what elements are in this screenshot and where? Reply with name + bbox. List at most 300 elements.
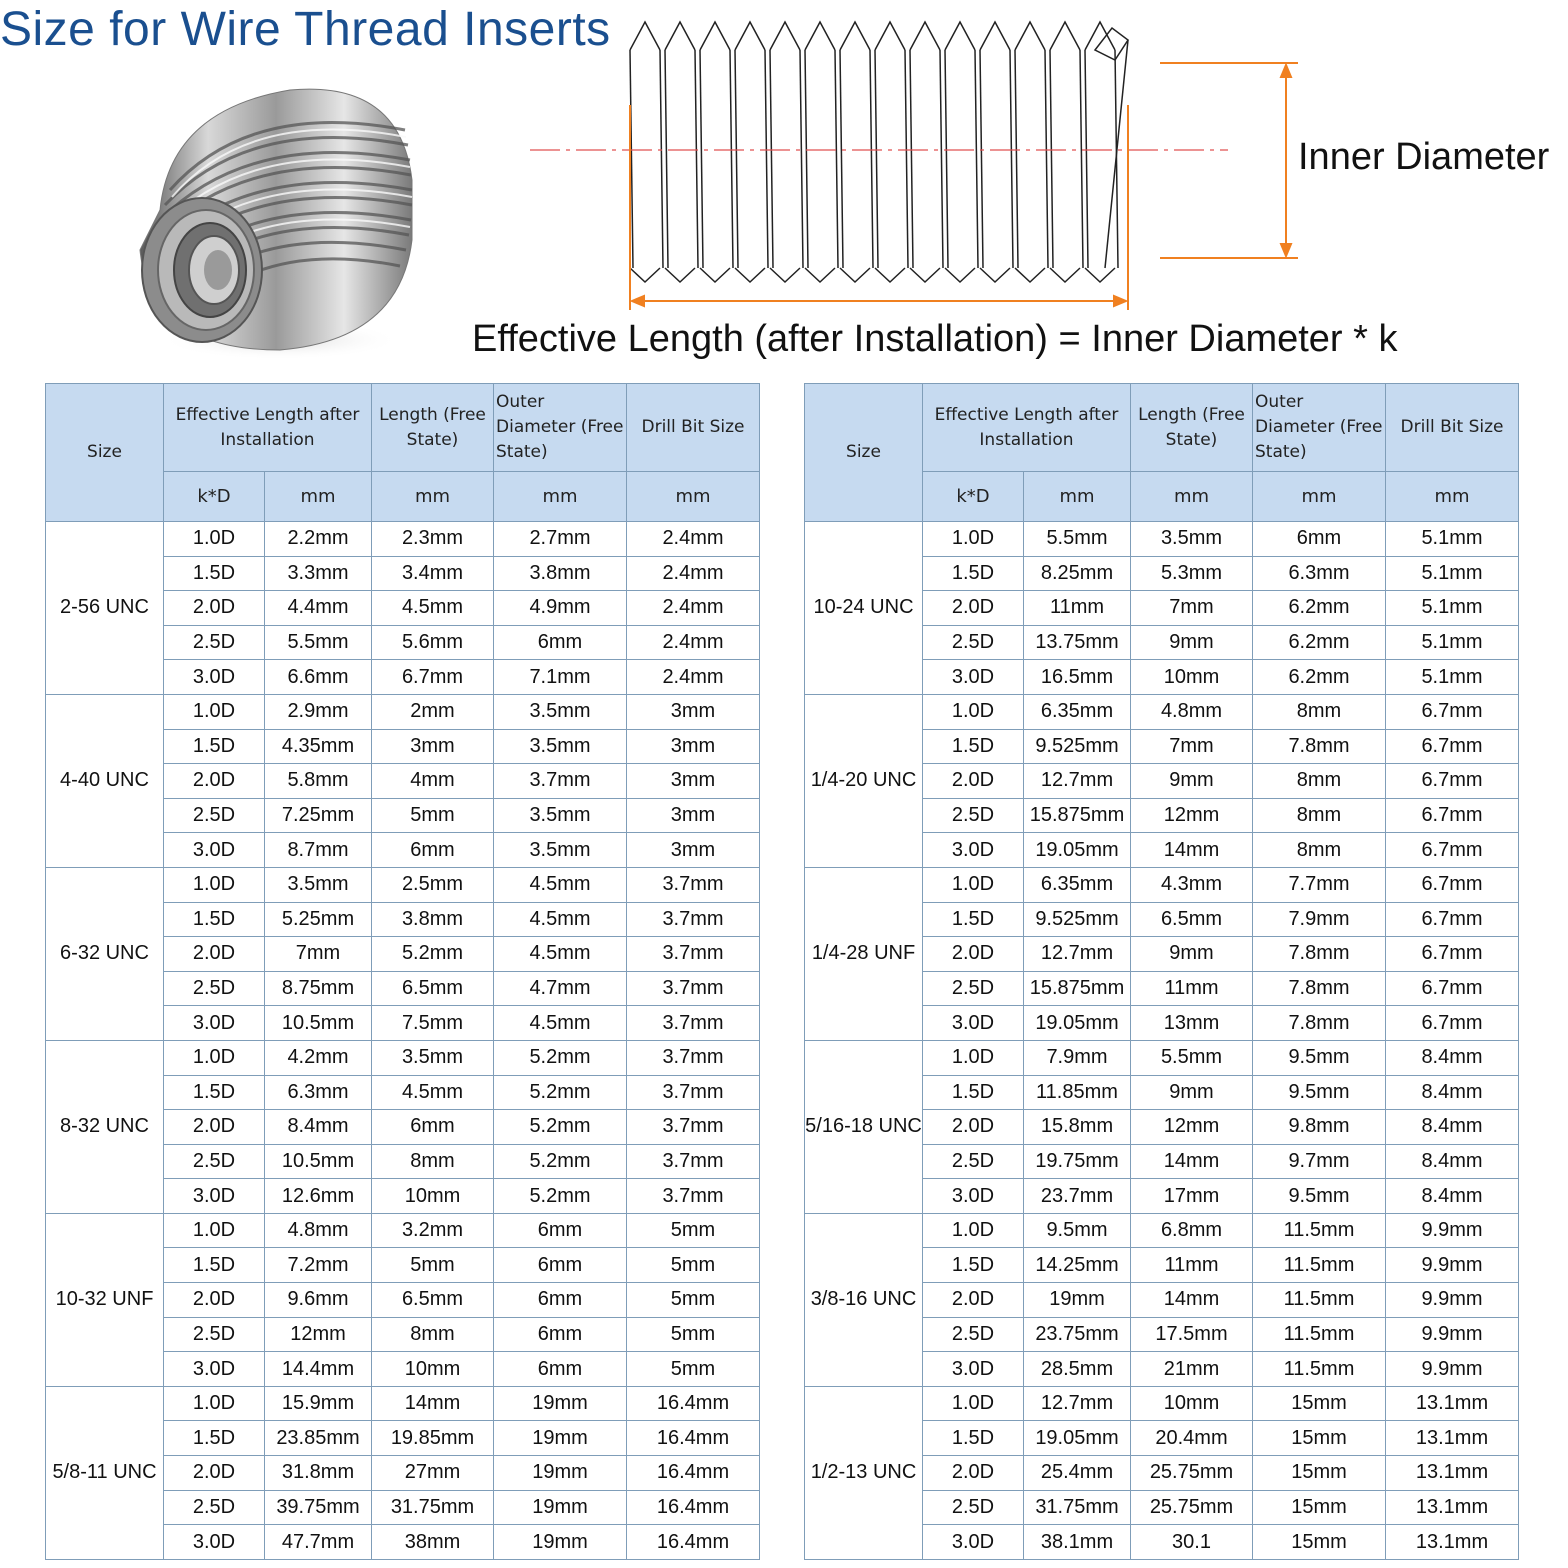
- page-title: Size for Wire Thread Inserts: [0, 3, 611, 56]
- length-cell: 2mm: [372, 694, 494, 729]
- drill-bit-cell: 3mm: [627, 764, 760, 799]
- kd-cell: 2.0D: [164, 1283, 265, 1318]
- header-unit-mm: mm: [1131, 472, 1253, 522]
- effective-length-cell: 9.525mm: [1024, 729, 1131, 764]
- drill-bit-cell: 3.7mm: [627, 1040, 760, 1075]
- outer-diameter-cell: 9.8mm: [1253, 1110, 1386, 1145]
- size-cell: 5/16-18 UNC: [805, 1040, 923, 1213]
- length-cell: 21mm: [1131, 1352, 1253, 1387]
- length-cell: 8mm: [372, 1317, 494, 1352]
- outer-diameter-cell: 9.5mm: [1253, 1179, 1386, 1214]
- table-row: [805, 522, 1519, 557]
- kd-cell: 1.5D: [923, 1421, 1024, 1456]
- kd-cell: 3.0D: [923, 833, 1024, 868]
- effective-length-cell: 15.9mm: [265, 1386, 372, 1421]
- effective-length-cell: 4.8mm: [265, 1213, 372, 1248]
- length-cell: 5mm: [372, 1248, 494, 1283]
- effective-length-cell: 19.05mm: [1024, 1006, 1131, 1041]
- length-cell: 5.5mm: [1131, 1040, 1253, 1075]
- length-cell: 3.2mm: [372, 1213, 494, 1248]
- effective-length-cell: 3.5mm: [265, 867, 372, 902]
- size-cell: 4-40 UNC: [46, 694, 164, 867]
- length-cell: 13mm: [1131, 1006, 1253, 1041]
- drill-bit-cell: 3mm: [627, 729, 760, 764]
- kd-cell: 2.5D: [923, 1317, 1024, 1352]
- size-cell: 3/8-16 UNC: [805, 1213, 923, 1386]
- drill-bit-cell: 2.4mm: [627, 522, 760, 557]
- length-cell: 14mm: [1131, 1283, 1253, 1318]
- drill-bit-cell: 13.1mm: [1386, 1490, 1519, 1525]
- outer-diameter-cell: 3.5mm: [494, 694, 627, 729]
- drill-bit-cell: 8.4mm: [1386, 1144, 1519, 1179]
- effective-length-cell: 38.1mm: [1024, 1525, 1131, 1560]
- drill-bit-cell: 9.9mm: [1386, 1248, 1519, 1283]
- effective-length-cell: 19.05mm: [1024, 833, 1131, 868]
- length-cell: 11mm: [1131, 971, 1253, 1006]
- drill-bit-cell: 3mm: [627, 798, 760, 833]
- length-cell: 14mm: [1131, 833, 1253, 868]
- drill-bit-cell: 5mm: [627, 1248, 760, 1283]
- length-cell: 9mm: [1131, 764, 1253, 799]
- drill-bit-cell: 6.7mm: [1386, 971, 1519, 1006]
- size-cell: 1/4-20 UNC: [805, 694, 923, 867]
- effective-length-cell: 5.5mm: [265, 625, 372, 660]
- outer-diameter-cell: 11.5mm: [1253, 1352, 1386, 1387]
- kd-cell: 3.0D: [923, 1352, 1024, 1387]
- effective-length-cell: 23.7mm: [1024, 1179, 1131, 1214]
- effective-length-cell: 2.2mm: [265, 522, 372, 557]
- kd-cell: 1.0D: [164, 867, 265, 902]
- kd-cell: 1.5D: [164, 729, 265, 764]
- header-unit-mm: mm: [1024, 472, 1131, 522]
- outer-diameter-cell: 8mm: [1253, 764, 1386, 799]
- drill-bit-cell: 13.1mm: [1386, 1456, 1519, 1491]
- outer-diameter-cell: 6.2mm: [1253, 625, 1386, 660]
- kd-cell: 3.0D: [164, 1525, 265, 1560]
- inner-diameter-label: Inner Diameter: [1298, 136, 1550, 178]
- effective-length-cell: 11mm: [1024, 591, 1131, 626]
- kd-cell: 1.5D: [923, 729, 1024, 764]
- outer-diameter-cell: 7.8mm: [1253, 971, 1386, 1006]
- kd-cell: 2.5D: [164, 1144, 265, 1179]
- effective-length-cell: 5.25mm: [265, 902, 372, 937]
- kd-cell: 2.5D: [164, 625, 265, 660]
- kd-cell: 1.0D: [923, 694, 1024, 729]
- length-cell: 2.3mm: [372, 522, 494, 557]
- effective-length-cell: 8.25mm: [1024, 556, 1131, 591]
- outer-diameter-cell: 5.2mm: [494, 1110, 627, 1145]
- outer-diameter-cell: 4.5mm: [494, 1006, 627, 1041]
- drill-bit-cell: 16.4mm: [627, 1456, 760, 1491]
- kd-cell: 2.0D: [923, 1283, 1024, 1318]
- kd-cell: 1.5D: [164, 1075, 265, 1110]
- drill-bit-cell: 5.1mm: [1386, 625, 1519, 660]
- length-cell: 7.5mm: [372, 1006, 494, 1041]
- drill-bit-cell: 8.4mm: [1386, 1075, 1519, 1110]
- length-cell: 30.1: [1131, 1525, 1253, 1560]
- outer-diameter-cell: 7.9mm: [1253, 902, 1386, 937]
- header-drill-bit: Drill Bit Size: [627, 384, 760, 472]
- table-row: [46, 1213, 760, 1248]
- effective-length-cell: 11.85mm: [1024, 1075, 1131, 1110]
- length-cell: 25.75mm: [1131, 1456, 1253, 1491]
- kd-cell: 2.0D: [923, 1456, 1024, 1491]
- table-row: [805, 1213, 1519, 1248]
- length-cell: 14mm: [1131, 1144, 1253, 1179]
- effective-length-cell: 31.8mm: [265, 1456, 372, 1491]
- effective-length-cell: 5.8mm: [265, 764, 372, 799]
- effective-length-cell: 19.75mm: [1024, 1144, 1131, 1179]
- kd-cell: 2.5D: [923, 1144, 1024, 1179]
- outer-diameter-cell: 8mm: [1253, 694, 1386, 729]
- outer-diameter-cell: 3.8mm: [494, 556, 627, 591]
- effective-length-cell: 31.75mm: [1024, 1490, 1131, 1525]
- size-table-left: [45, 383, 760, 1560]
- drill-bit-cell: 9.9mm: [1386, 1317, 1519, 1352]
- header-outer-diameter: Outer Diameter (Free State): [494, 384, 627, 472]
- outer-diameter-cell: 5.2mm: [494, 1040, 627, 1075]
- effective-length-cell: 10.5mm: [265, 1144, 372, 1179]
- drill-bit-cell: 6.7mm: [1386, 833, 1519, 868]
- drill-bit-cell: 6.7mm: [1386, 867, 1519, 902]
- outer-diameter-cell: 3.7mm: [494, 764, 627, 799]
- outer-diameter-cell: 9.5mm: [1253, 1075, 1386, 1110]
- outer-diameter-cell: 4.7mm: [494, 971, 627, 1006]
- effective-length-cell: 7.2mm: [265, 1248, 372, 1283]
- length-cell: 10mm: [1131, 660, 1253, 695]
- header-unit-mm: mm: [372, 472, 494, 522]
- kd-cell: 1.0D: [923, 867, 1024, 902]
- header-unit-mm: mm: [627, 472, 760, 522]
- drill-bit-cell: 9.9mm: [1386, 1213, 1519, 1248]
- kd-cell: 3.0D: [164, 1006, 265, 1041]
- drill-bit-cell: 3.7mm: [627, 1110, 760, 1145]
- drill-bit-cell: 5.1mm: [1386, 556, 1519, 591]
- effective-length-cell: 15.875mm: [1024, 971, 1131, 1006]
- size-cell: 10-24 UNC: [805, 522, 923, 695]
- effective-length-cell: 7.9mm: [1024, 1040, 1131, 1075]
- effective-length-cell: 7mm: [265, 937, 372, 972]
- drill-bit-cell: 6.7mm: [1386, 729, 1519, 764]
- length-cell: 6mm: [372, 1110, 494, 1145]
- drill-bit-cell: 2.4mm: [627, 625, 760, 660]
- drill-bit-cell: 3.7mm: [627, 1179, 760, 1214]
- kd-cell: 2.5D: [923, 971, 1024, 1006]
- length-cell: 5.6mm: [372, 625, 494, 660]
- table-row: [46, 867, 760, 902]
- length-cell: 3.8mm: [372, 902, 494, 937]
- kd-cell: 3.0D: [923, 1006, 1024, 1041]
- kd-cell: 2.5D: [923, 798, 1024, 833]
- drill-bit-cell: 2.4mm: [627, 556, 760, 591]
- drill-bit-cell: 13.1mm: [1386, 1386, 1519, 1421]
- header-kd: k*D: [164, 472, 265, 522]
- header-unit-mm: mm: [494, 472, 627, 522]
- length-cell: 6.8mm: [1131, 1213, 1253, 1248]
- outer-diameter-cell: 7.7mm: [1253, 867, 1386, 902]
- table-row: [46, 1386, 760, 1421]
- effective-length-cell: 12.7mm: [1024, 937, 1131, 972]
- kd-cell: 2.0D: [164, 764, 265, 799]
- header-size: Size: [805, 384, 923, 522]
- length-cell: 10mm: [1131, 1386, 1253, 1421]
- kd-cell: 2.5D: [164, 1317, 265, 1352]
- outer-diameter-cell: 4.5mm: [494, 867, 627, 902]
- length-cell: 6mm: [372, 833, 494, 868]
- effective-length-cell: 15.8mm: [1024, 1110, 1131, 1145]
- outer-diameter-cell: 6mm: [494, 1352, 627, 1387]
- drill-bit-cell: 5mm: [627, 1352, 760, 1387]
- kd-cell: 1.5D: [164, 1248, 265, 1283]
- outer-diameter-cell: 6.2mm: [1253, 660, 1386, 695]
- length-cell: 3.5mm: [1131, 522, 1253, 557]
- effective-length-cell: 12.7mm: [1024, 764, 1131, 799]
- outer-diameter-cell: 6mm: [494, 1317, 627, 1352]
- effective-length-cell: 4.2mm: [265, 1040, 372, 1075]
- outer-diameter-cell: 5.2mm: [494, 1179, 627, 1214]
- length-cell: 3mm: [372, 729, 494, 764]
- drill-bit-cell: 5mm: [627, 1213, 760, 1248]
- table-row: [805, 694, 1519, 729]
- outer-diameter-cell: 4.9mm: [494, 591, 627, 626]
- outer-diameter-cell: 2.7mm: [494, 522, 627, 557]
- size-cell: 5/8-11 UNC: [46, 1386, 164, 1559]
- length-cell: 4.3mm: [1131, 867, 1253, 902]
- size-cell: 6-32 UNC: [46, 867, 164, 1040]
- effective-length-cell: 9.5mm: [1024, 1213, 1131, 1248]
- kd-cell: 3.0D: [164, 1352, 265, 1387]
- kd-cell: 1.5D: [164, 902, 265, 937]
- effective-length-cell: 16.5mm: [1024, 660, 1131, 695]
- kd-cell: 2.0D: [164, 1456, 265, 1491]
- kd-cell: 1.5D: [164, 556, 265, 591]
- length-cell: 7mm: [1131, 591, 1253, 626]
- outer-diameter-cell: 11.5mm: [1253, 1248, 1386, 1283]
- kd-cell: 2.5D: [164, 798, 265, 833]
- drill-bit-cell: 8.4mm: [1386, 1040, 1519, 1075]
- drill-bit-cell: 3.7mm: [627, 1006, 760, 1041]
- effective-length-cell: 4.35mm: [265, 729, 372, 764]
- kd-cell: 1.0D: [164, 1213, 265, 1248]
- kd-cell: 1.0D: [923, 1213, 1024, 1248]
- length-cell: 9mm: [1131, 937, 1253, 972]
- header-drill-bit: Drill Bit Size: [1386, 384, 1519, 472]
- effective-length-formula: Effective Length (after Installation) = Inner Diameter * k: [472, 318, 1398, 360]
- length-cell: 14mm: [372, 1386, 494, 1421]
- outer-diameter-cell: 9.7mm: [1253, 1144, 1386, 1179]
- effective-length-cell: 23.75mm: [1024, 1317, 1131, 1352]
- length-cell: 10mm: [372, 1179, 494, 1214]
- outer-diameter-cell: 7.8mm: [1253, 1006, 1386, 1041]
- outer-diameter-cell: 15mm: [1253, 1525, 1386, 1560]
- effective-length-cell: 23.85mm: [265, 1421, 372, 1456]
- outer-diameter-cell: 7.8mm: [1253, 937, 1386, 972]
- drill-bit-cell: 6.7mm: [1386, 937, 1519, 972]
- outer-diameter-cell: 8mm: [1253, 798, 1386, 833]
- kd-cell: 2.0D: [923, 591, 1024, 626]
- drill-bit-cell: 9.9mm: [1386, 1352, 1519, 1387]
- kd-cell: 1.0D: [923, 1040, 1024, 1075]
- table-row: [805, 1040, 1519, 1075]
- kd-cell: 3.0D: [923, 660, 1024, 695]
- header-length-free: Length (Free State): [1131, 384, 1253, 472]
- length-cell: 5mm: [372, 798, 494, 833]
- drill-bit-cell: 5.1mm: [1386, 591, 1519, 626]
- length-cell: 25.75mm: [1131, 1490, 1253, 1525]
- kd-cell: 2.0D: [923, 937, 1024, 972]
- kd-cell: 2.5D: [164, 1490, 265, 1525]
- drill-bit-cell: 3mm: [627, 833, 760, 868]
- effective-length-cell: 9.6mm: [265, 1283, 372, 1318]
- kd-cell: 1.0D: [164, 1040, 265, 1075]
- kd-cell: 1.5D: [923, 1248, 1024, 1283]
- size-cell: 8-32 UNC: [46, 1040, 164, 1213]
- drill-bit-cell: 3.7mm: [627, 902, 760, 937]
- table-row: [46, 1040, 760, 1075]
- outer-diameter-cell: 3.5mm: [494, 798, 627, 833]
- effective-length-cell: 12.7mm: [1024, 1386, 1131, 1421]
- effective-length-cell: 6.3mm: [265, 1075, 372, 1110]
- drill-bit-cell: 13.1mm: [1386, 1421, 1519, 1456]
- outer-diameter-cell: 19mm: [494, 1421, 627, 1456]
- outer-diameter-cell: 6.3mm: [1253, 556, 1386, 591]
- drill-bit-cell: 5.1mm: [1386, 660, 1519, 695]
- effective-length-cell: 13.75mm: [1024, 625, 1131, 660]
- outer-diameter-cell: 8mm: [1253, 833, 1386, 868]
- length-cell: 4mm: [372, 764, 494, 799]
- length-cell: 9mm: [1131, 625, 1253, 660]
- outer-diameter-cell: 15mm: [1253, 1490, 1386, 1525]
- header-unit-mm: mm: [265, 472, 372, 522]
- effective-length-cell: 5.5mm: [1024, 522, 1131, 557]
- outer-diameter-cell: 3.5mm: [494, 729, 627, 764]
- effective-length-cell: 14.4mm: [265, 1352, 372, 1387]
- outer-diameter-cell: 19mm: [494, 1490, 627, 1525]
- kd-cell: 3.0D: [164, 660, 265, 695]
- length-cell: 6.7mm: [372, 660, 494, 695]
- length-cell: 8mm: [372, 1144, 494, 1179]
- outer-diameter-cell: 19mm: [494, 1456, 627, 1491]
- outer-diameter-cell: 6mm: [494, 1248, 627, 1283]
- effective-length-cell: 6.35mm: [1024, 867, 1131, 902]
- drill-bit-cell: 6.7mm: [1386, 694, 1519, 729]
- outer-diameter-cell: 15mm: [1253, 1386, 1386, 1421]
- kd-cell: 3.0D: [164, 833, 265, 868]
- kd-cell: 1.5D: [164, 1421, 265, 1456]
- kd-cell: 1.0D: [923, 1386, 1024, 1421]
- wire-thread-insert-photo: [130, 70, 430, 370]
- kd-cell: 2.5D: [164, 971, 265, 1006]
- effective-length-cell: 9.525mm: [1024, 902, 1131, 937]
- drill-bit-cell: 3mm: [627, 694, 760, 729]
- outer-diameter-cell: 6.2mm: [1253, 591, 1386, 626]
- effective-length-cell: 39.75mm: [265, 1490, 372, 1525]
- header-kd: k*D: [923, 472, 1024, 522]
- length-cell: 38mm: [372, 1525, 494, 1560]
- kd-cell: 1.5D: [923, 1075, 1024, 1110]
- size-cell: 10-32 UNF: [46, 1213, 164, 1386]
- effective-length-cell: 8.4mm: [265, 1110, 372, 1145]
- drill-bit-cell: 5.1mm: [1386, 522, 1519, 557]
- drill-bit-cell: 16.4mm: [627, 1490, 760, 1525]
- kd-cell: 2.0D: [164, 591, 265, 626]
- length-cell: 31.75mm: [372, 1490, 494, 1525]
- length-cell: 6.5mm: [1131, 902, 1253, 937]
- effective-length-cell: 6.35mm: [1024, 694, 1131, 729]
- header-effective-length: Effective Length after Installation: [923, 384, 1131, 472]
- kd-cell: 1.5D: [923, 556, 1024, 591]
- effective-length-cell: 12.6mm: [265, 1179, 372, 1214]
- length-cell: 27mm: [372, 1456, 494, 1491]
- outer-diameter-cell: 5.2mm: [494, 1075, 627, 1110]
- size-cell: 1/2-13 UNC: [805, 1386, 923, 1559]
- length-cell: 17.5mm: [1131, 1317, 1253, 1352]
- length-cell: 6.5mm: [372, 971, 494, 1006]
- length-cell: 9mm: [1131, 1075, 1253, 1110]
- size-table-right: [804, 383, 1519, 1560]
- length-cell: 20.4mm: [1131, 1421, 1253, 1456]
- length-cell: 4.5mm: [372, 1075, 494, 1110]
- table-row: [805, 867, 1519, 902]
- effective-length-cell: 4.4mm: [265, 591, 372, 626]
- length-cell: 7mm: [1131, 729, 1253, 764]
- outer-diameter-cell: 6mm: [494, 1213, 627, 1248]
- drill-bit-cell: 3.7mm: [627, 867, 760, 902]
- outer-diameter-cell: 5.2mm: [494, 1144, 627, 1179]
- effective-length-cell: 47.7mm: [265, 1525, 372, 1560]
- length-cell: 12mm: [1131, 1110, 1253, 1145]
- outer-diameter-cell: 15mm: [1253, 1421, 1386, 1456]
- length-cell: 11mm: [1131, 1248, 1253, 1283]
- drill-bit-cell: 5mm: [627, 1317, 760, 1352]
- effective-length-cell: 19.05mm: [1024, 1421, 1131, 1456]
- header-effective-length: Effective Length after Installation: [164, 384, 372, 472]
- length-cell: 6.5mm: [372, 1283, 494, 1318]
- drill-bit-cell: 8.4mm: [1386, 1179, 1519, 1214]
- drill-bit-cell: 6.7mm: [1386, 798, 1519, 833]
- kd-cell: 2.0D: [164, 1110, 265, 1145]
- drill-bit-cell: 6.7mm: [1386, 902, 1519, 937]
- outer-diameter-cell: 19mm: [494, 1525, 627, 1560]
- effective-length-cell: 8.75mm: [265, 971, 372, 1006]
- effective-length-cell: 19mm: [1024, 1283, 1131, 1318]
- table-row: [46, 522, 760, 557]
- outer-diameter-cell: 4.5mm: [494, 902, 627, 937]
- kd-cell: 2.0D: [923, 764, 1024, 799]
- header-outer-diameter: Outer Diameter (Free State): [1253, 384, 1386, 472]
- effective-length-cell: 8.7mm: [265, 833, 372, 868]
- drill-bit-cell: 2.4mm: [627, 660, 760, 695]
- drill-bit-cell: 9.9mm: [1386, 1283, 1519, 1318]
- effective-length-cell: 7.25mm: [265, 798, 372, 833]
- effective-length-cell: 14.25mm: [1024, 1248, 1131, 1283]
- length-cell: 4.8mm: [1131, 694, 1253, 729]
- outer-diameter-cell: 3.5mm: [494, 833, 627, 868]
- kd-cell: 1.0D: [164, 1386, 265, 1421]
- length-cell: 2.5mm: [372, 867, 494, 902]
- outer-diameter-cell: 6mm: [494, 1283, 627, 1318]
- length-cell: 10mm: [372, 1352, 494, 1387]
- outer-diameter-cell: 11.5mm: [1253, 1283, 1386, 1318]
- effective-length-cell: 2.9mm: [265, 694, 372, 729]
- drill-bit-cell: 6.7mm: [1386, 764, 1519, 799]
- size-cell: 1/4-28 UNF: [805, 867, 923, 1040]
- kd-cell: 2.0D: [923, 1110, 1024, 1145]
- outer-diameter-cell: 4.5mm: [494, 937, 627, 972]
- size-cell: 2-56 UNC: [46, 522, 164, 695]
- table-row: [46, 694, 760, 729]
- drill-bit-cell: 6.7mm: [1386, 1006, 1519, 1041]
